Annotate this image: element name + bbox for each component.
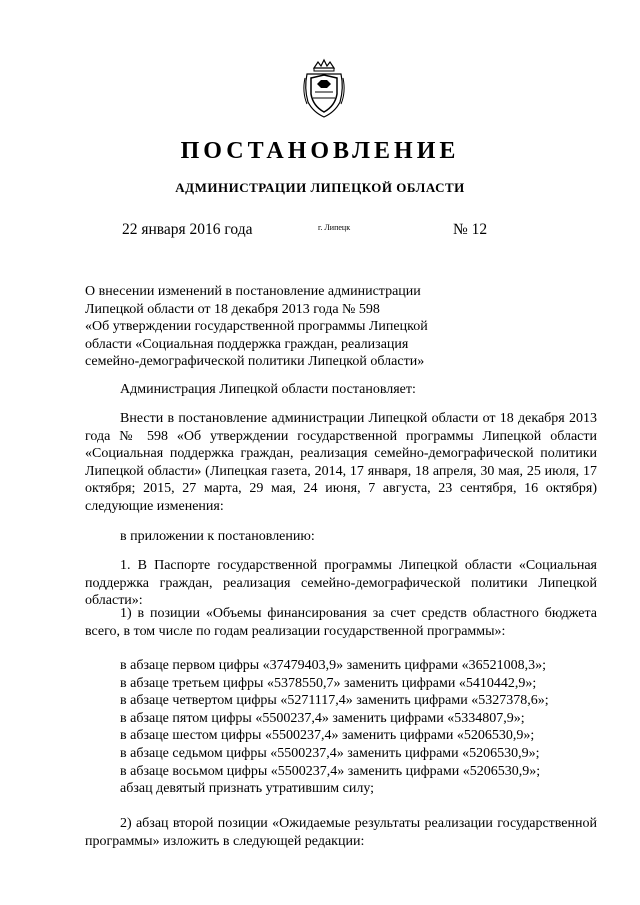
list-item: абзац девятый признать утратившим силу; bbox=[120, 781, 375, 797]
subject-line: «Об утверждении государственной программы Липецкой bbox=[85, 319, 428, 334]
list-item: в абзаце четвертом цифры «5271117,4» заменить цифрами «5327378,6»; bbox=[120, 693, 549, 709]
document-number: № 12 bbox=[453, 221, 488, 238]
subject-line: области «Социальная поддержка граждан, реализация bbox=[85, 336, 409, 352]
subject-line: семейно-демографической политики Липецкой области» bbox=[85, 354, 425, 369]
subject-line: Липецкой области от 18 декабря 2013 года № 598 bbox=[85, 301, 380, 317]
list-item: в абзаце седьмом цифры «5500237,4» заменить цифрами «5206530,9»; bbox=[120, 745, 540, 761]
decree-statement: Администрация Липецкой области постановляет: bbox=[120, 382, 416, 397]
issuer-name: АДМИНИСТРАЦИИ ЛИПЕЦКОЙ ОБЛАСТИ bbox=[175, 180, 465, 195]
item-1-paragraph: 1. В Паспорте государственной программы Липецкой области «Социальная поддержка граждан, реализация семейно-демографической политики Липецкой области»: bbox=[85, 558, 597, 609]
list-item: в абзаце пятом цифры «5500237,4» заменить цифрами «5334807,9»; bbox=[120, 710, 525, 726]
document-city: г. Липецк bbox=[318, 223, 351, 232]
subject-line: О внесении изменений в постановление администрации bbox=[85, 284, 421, 299]
document-title: ПОСТАНОВЛЕНИЕ bbox=[180, 138, 460, 164]
item-1-2-paragraph: 2) абзац второй позиции «Ожидаемые результаты реализации государственной программы» изложить в следующей редакции: bbox=[85, 816, 597, 849]
intro-paragraph: Внести в постановление администрации Липецкой области от 18 декабря 2013 года № 598 «Об утверждении государственной программы Липецкой области «Социальная поддержка граждан, реализация семейно-демографической политики Липецкой области» (Липецкая газета, 2014, 17 января, 18 апреля, 30 мая, 25 июля, 17 октября; 2015, 27 марта, 29 мая, 24 июня, 7 августа, 23 сентября, 16 октября) следующие изменения: bbox=[85, 411, 597, 514]
item-1-1-paragraph: 1) в позиции «Объемы финансирования за счет средств областного бюджета всего, в том числе по годам реализации государственной программы»: bbox=[85, 606, 597, 639]
replacement-list bbox=[85, 657, 597, 798]
list-item: в абзаце восьмом цифры «5500237,4» заменить цифрами «5206530,9»; bbox=[120, 763, 541, 779]
list-item: в абзаце третьем цифры «5378550,7» заменить цифрами «5410442,9»; bbox=[120, 675, 537, 691]
annex-paragraph: в приложении к постановлению: bbox=[120, 529, 315, 544]
list-item: в абзаце шестом цифры «5500237,4» заменить цифрами «5206530,9»; bbox=[120, 728, 535, 744]
coat-of-arms-icon bbox=[301, 58, 347, 120]
document-subject bbox=[85, 283, 485, 371]
list-item: в абзаце первом цифры «37479403,9» заменить цифрами «36521008,3»; bbox=[120, 658, 546, 673]
document-date: 22 января 2016 года bbox=[122, 221, 253, 238]
